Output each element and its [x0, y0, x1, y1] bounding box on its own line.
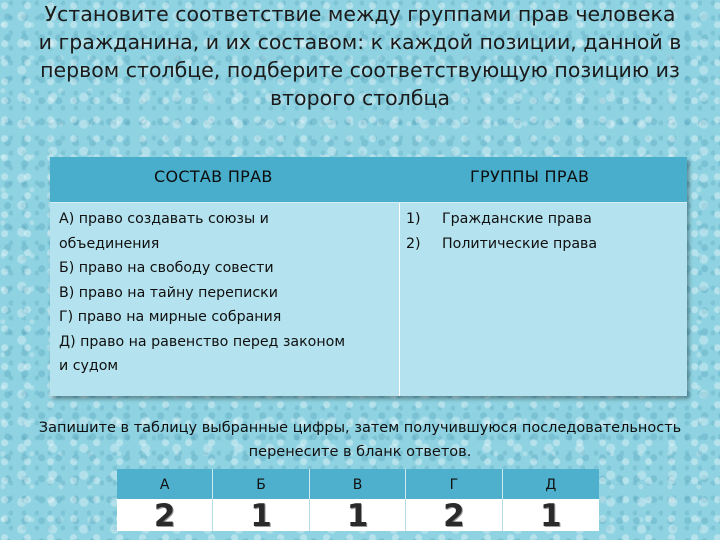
list-item: и судом [59, 358, 119, 374]
group-item-civil [406, 207, 597, 232]
list-item: объединения [59, 235, 160, 252]
answer-cell[interactable]: 2 [117, 499, 213, 531]
list-item: А) право создавать союзы и [59, 211, 269, 227]
group-number: 1) [406, 211, 421, 227]
instruction-line-2: перенесите в бланк ответов. [248, 444, 472, 460]
task-title-line-2: и гражданина, и их составом: к каждой позиции, данной в [38, 30, 682, 54]
list-item: Б) право на свободу совести [59, 260, 274, 276]
instruction-line-1: Запишите в таблицу выбранные цифры, затем получившуюся последовательность [38, 420, 682, 436]
rights-groups-column [406, 207, 597, 256]
answer-letters-row [117, 469, 599, 499]
answer-cell[interactable]: 1 [213, 499, 309, 531]
letter-cell: А [117, 469, 213, 499]
answer-cell[interactable]: 2 [406, 499, 502, 531]
task-title [0, 0, 720, 112]
answer-cell[interactable]: 1 [310, 499, 406, 531]
rights-composition-column [50, 203, 400, 396]
list-item: Г) право на мирные собрания [59, 309, 282, 325]
table-header [50, 157, 687, 203]
task-title-line-1: Установите соответствие между группами прав человека [44, 2, 676, 26]
group-label: Гражданские права [442, 211, 592, 227]
header-rights-groups: ГРУППЫ ПРАВ [470, 167, 590, 186]
answer-table [117, 469, 599, 534]
letter-cell: Б [213, 469, 309, 499]
letter-cell: Д [545, 477, 557, 493]
list-item: Д) право на равенство перед законом [59, 333, 346, 350]
matching-table [50, 157, 687, 396]
task-title-line-4: второго столбца [270, 86, 450, 110]
group-number: 2) [406, 235, 421, 252]
answer-cell[interactable]: 1 [540, 498, 562, 534]
letter-cell: Г [406, 469, 502, 499]
answer-digits-row [117, 498, 599, 534]
letter-cell: В [310, 469, 406, 499]
task-title-line-3: первом столбце, подберите соответствующую позицию из [40, 58, 680, 82]
list-item: В) право на тайну переписки [59, 284, 278, 301]
instruction-text [0, 416, 720, 464]
header-rights-composition: СОСТАВ ПРАВ [154, 167, 273, 186]
group-item-political [406, 232, 597, 257]
table-body [50, 203, 687, 396]
group-label: Политические права [442, 235, 598, 252]
